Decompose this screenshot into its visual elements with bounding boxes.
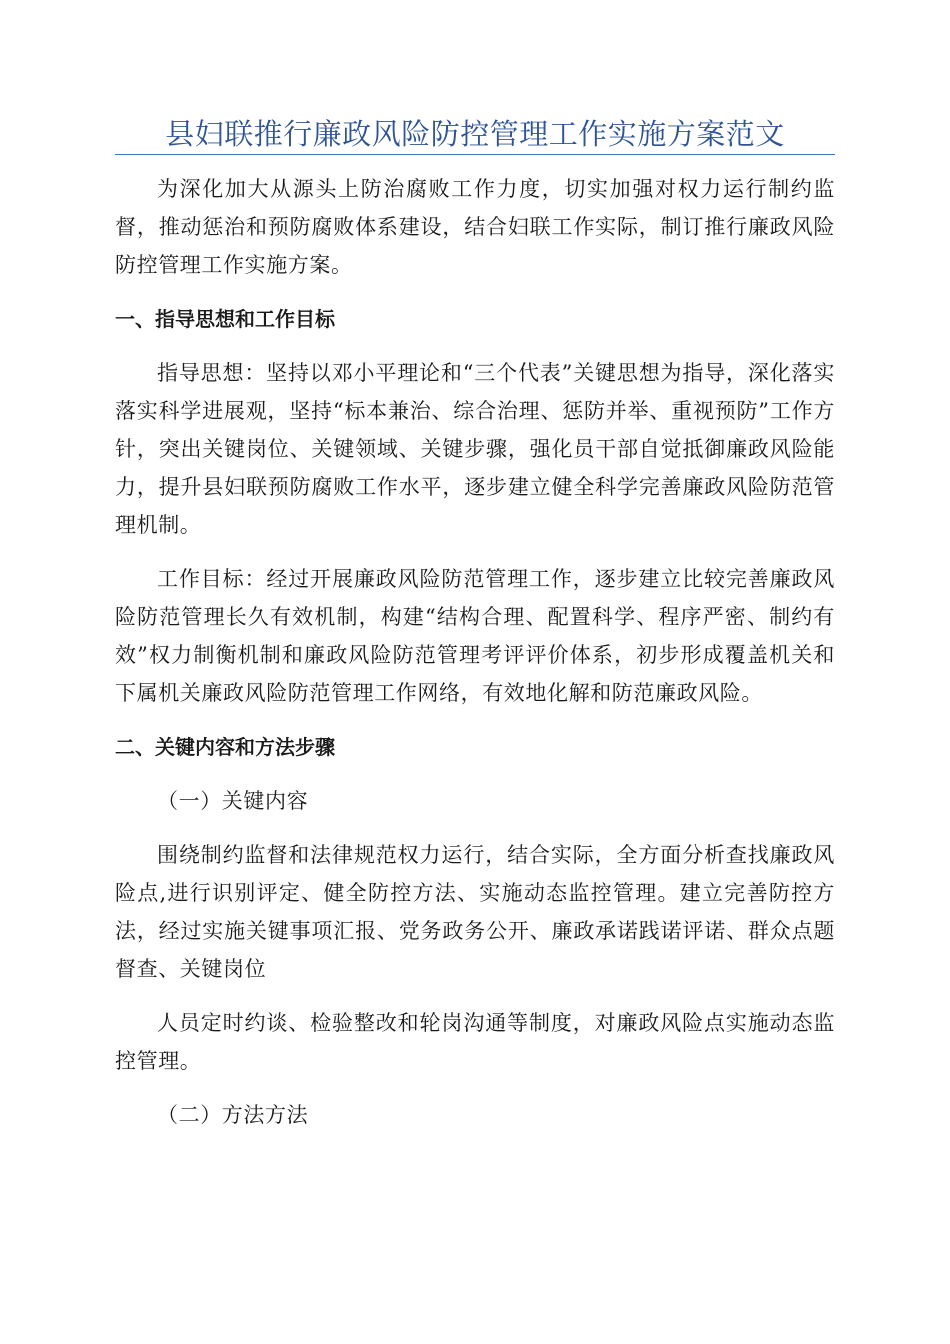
title-underline (115, 154, 835, 155)
section-heading-1: 一、指导思想和工作目标 (115, 307, 335, 331)
guiding-thought-paragraph: 指导思想：坚持以邓小平理论和“三个代表”关键思想为指导，深化落实落实科学进展观，坚持“标本兼治、综合治理、惩防并举、重视预防”工作方针，突出关键岗位、关键领域、关键步骤，强化员干部自觉抵御廉政风险能力，提升县妇联预防腐败工作水平，逐步建立健全科学完善廉政风险防范管理机制。 (115, 361, 835, 537)
key-content-paragraph-1: 围绕制约监督和法律规范权力运行，结合实际，全方面分析查找廉政风险点,进行识别评定、健全防控方法、实施动态监控管理。建立完善防控方法，经过实施关键事项汇报、党务政务公开、廉政承诺践诺评诺、群众点题督查、关键岗位 (115, 843, 835, 981)
section-heading-2: 二、关键内容和方法步骤 (115, 735, 335, 759)
intro-paragraph: 为深化加大从源头上防治腐败工作力度，切实加强对权力运行制约监督，推动惩治和预防腐败体系建设，结合妇联工作实际，制订推行廉政风险防控管理工作实施方案。 (115, 177, 835, 277)
key-content-paragraph-2: 人员定时约谈、检验整改和轮岗沟通等制度，对廉政风险点实施动态监控管理。 (115, 1011, 835, 1073)
document-body (115, 170, 835, 1150)
work-goal-paragraph: 工作目标：经过开展廉政风险防范管理工作，逐步建立比较完善廉政风险防范管理长久有效机制，构建“结构合理、配置科学、程序严密、制约有效”权力制衡机制和廉政风险防范管理考评评价体系，初步形成覆盖机关和下属机关廉政风险防范管理工作网络，有效地化解和防范廉政风险。 (115, 567, 835, 705)
subsection-heading-key-content: （一）关键内容 (157, 789, 309, 813)
subsection-heading-methods: （二）方法方法 (157, 1103, 309, 1127)
page-title: 县妇联推行廉政风险防控管理工作实施方案范文 (165, 117, 785, 151)
